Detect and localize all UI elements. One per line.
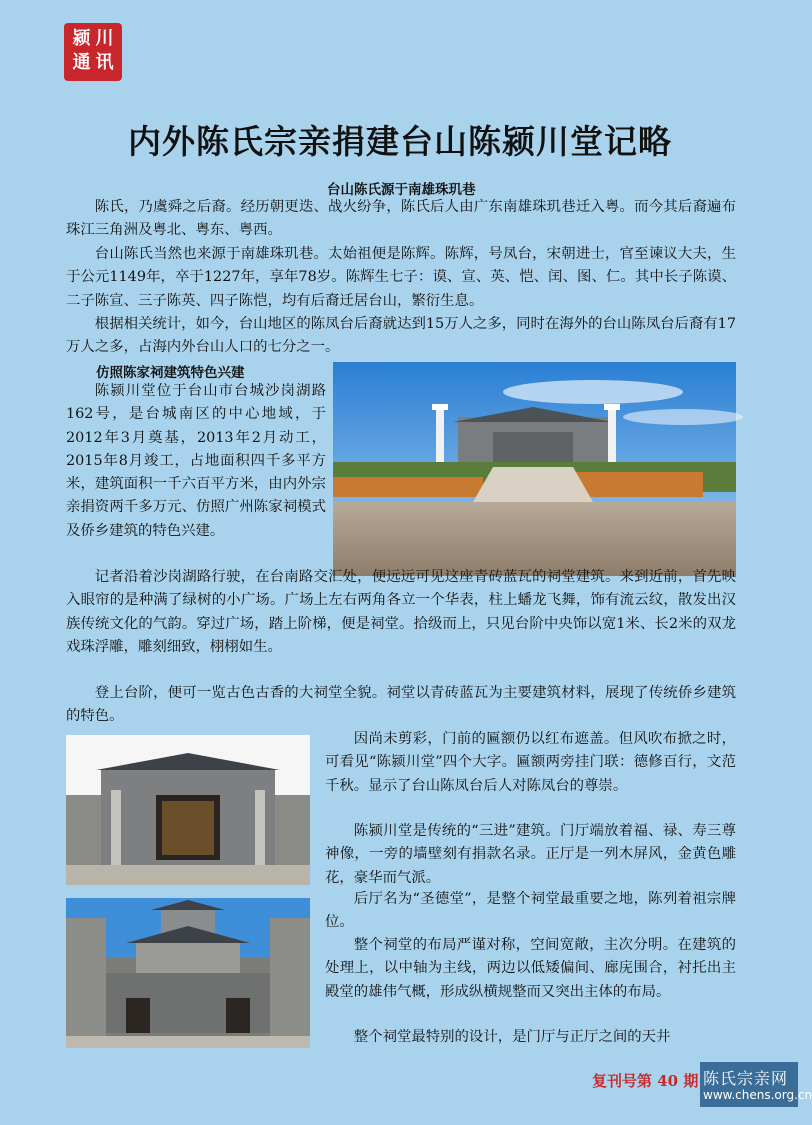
watermark-title: 陈氏宗亲网 (703, 1069, 789, 1088)
paragraph: 陈氏，乃虞舜之后裔。经历朝更迭、战火纷争，陈氏后人由广东南雄珠玑巷迁入粤。而今其后裔遍布珠江三角洲及粤北、粤东、粤西。 (66, 199, 736, 239)
issue-number: 复刊号第 40 期 (592, 1072, 699, 1090)
paragraph: 记者沿着沙岗湖路行驶，在台南路交汇处，便远远可见这座青砖蓝瓦的祠堂建筑。来到近前，首先映入眼帘的是种满了绿树的小广场。广场上左右两角各立一个华表，柱上蟠龙飞舞，饰有流云纹，散发出汉族传统文化的气韵。穿过广场，踏上阶梯，便是祠堂。拾级而上，只见台阶中央饰以宽1米、长2米的双龙戏珠浮雕，雕刻细致，栩栩如生。 (66, 569, 736, 655)
paragraph: 根据相关统计，如今，台山地区的陈凤台后裔就达到15万人之多，同时在海外的台山陈凤台后裔有17万人之多，占海内外台山人口的七分之一。 (66, 316, 736, 356)
paragraph: 陈颍川堂位于台山市台城沙岗湖路162号，是台城南区的中心地域，于2012年3月奠基，2013年2月动工，2015年8月竣工，占地面积四千多平方米，建筑面积一千六百平方米，由内外宗亲捐资两千多万元、仿照广州陈家祠模式及侨乡建筑的特色兴建。 (66, 383, 326, 539)
article-title: 内外陈氏宗亲捐建台山陈颍川堂记略 (128, 122, 672, 161)
paragraph: 台山陈氏当然也来源于南雄珠玑巷。太始祖便是陈辉。陈辉，号凤台，宋朝进士，官至谏议大夫，生于公元1149年，卒于1227年，享年78岁。陈辉生七子：谟、宣、英、恺、闰、图、仁。其中长子陈谟、二子陈宣、三子陈英、四子陈恺，均有后裔迁居台山，繁衍生息。 (66, 246, 736, 309)
photo-front-hall (66, 735, 310, 885)
section-heading-design: 仿照陈家祠建筑特色兴建 (96, 365, 245, 381)
paragraph: 登上台阶，便可一览古色古香的大祠堂全貌。祠堂以青砖蓝瓦为主要建筑材料，展现了传统侨乡建筑的特色。 (66, 685, 736, 725)
logo-char: 颍 (72, 28, 91, 49)
logo-char: 讯 (95, 52, 114, 73)
photo-plaza-hall (333, 362, 736, 576)
paragraph: 整个祠堂最特别的设计，是门厅与正厅之间的天井 (353, 1029, 671, 1045)
paragraph: 后厅名为“圣德堂”，是整个祠堂最重要之地，陈列着祖宗牌位。 (325, 891, 736, 931)
watermark-url: www.chens.org.cn (703, 1088, 812, 1102)
paragraph: 因尚未剪彩，门前的匾额仍以红布遮盖。但风吹布掀之时，可看见“陈颍川堂”四个大字。匾额两旁挂门联：德修百行，文范千秋。显示了台山陈凤台后人对陈凤台的尊崇。 (325, 731, 736, 794)
magazine-logo (64, 23, 122, 81)
logo-char: 川 (95, 28, 114, 49)
paragraph: 整个祠堂的布局严谨对称，空间宽敞，主次分明。在建筑的处理上，以中轴为主线，两边以低矮偏间、廊庑围合，衬托出主殿堂的雄伟气概，形成纵横规整而又突出主体的布局。 (325, 937, 736, 1000)
section-heading-origin: 台山陈氏源于南雄珠玑巷 (327, 182, 476, 198)
photo-rear-hall (66, 898, 310, 1048)
logo-char: 通 (72, 52, 91, 73)
paragraph: 陈颍川堂是传统的“三进”建筑。门厅端放着福、禄、寿三尊神像，一旁的墙壁刻有捐款名录。正厅是一列木屏风，金黄色雕花，豪华而气派。 (325, 823, 736, 886)
